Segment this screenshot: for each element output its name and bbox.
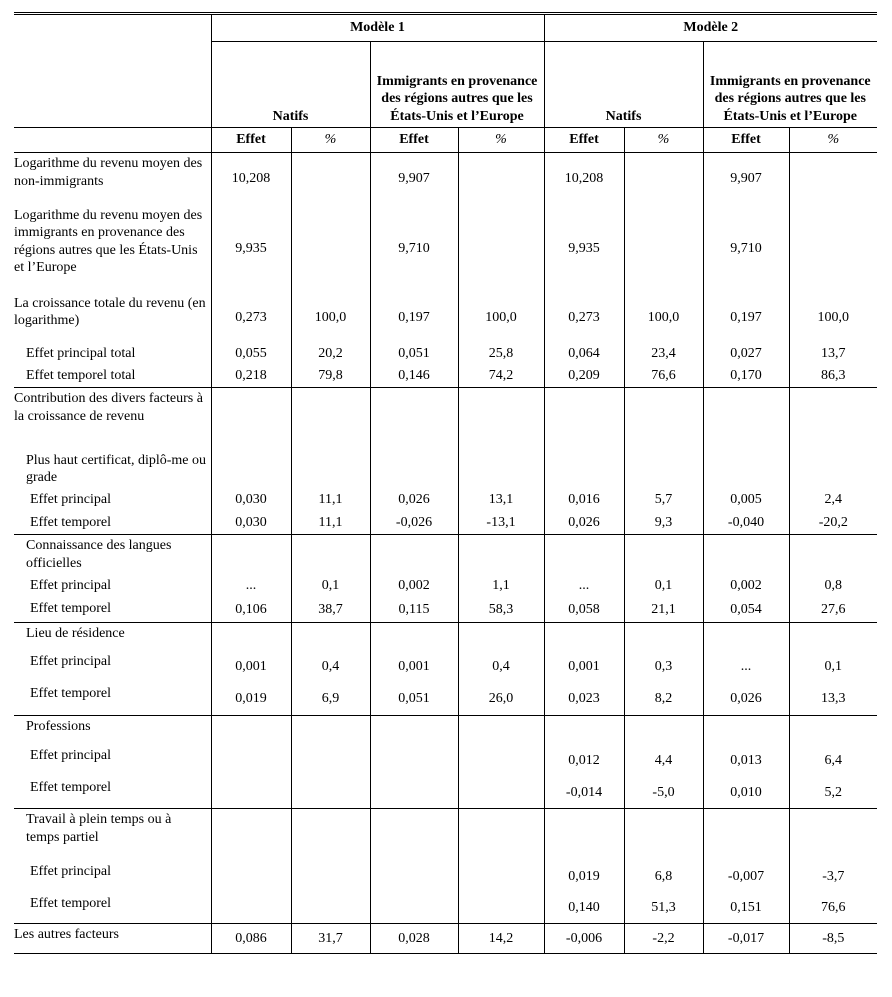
cell-pct bbox=[291, 623, 370, 651]
col-pct: % bbox=[458, 128, 544, 153]
cell-effet bbox=[211, 450, 291, 489]
cell-effet: 0,013 bbox=[703, 745, 789, 777]
cell-effet: 0,030 bbox=[211, 512, 291, 535]
m1-natifs-header: Natifs bbox=[211, 42, 370, 128]
cell-effet bbox=[544, 535, 624, 575]
cell-pct: 76,6 bbox=[624, 365, 703, 388]
cell-effet: 0,026 bbox=[544, 512, 624, 535]
row-label: Travail à plein temps ou à temps partiel bbox=[26, 812, 172, 845]
cell-effet: 0,058 bbox=[544, 598, 624, 623]
cell-pct bbox=[291, 388, 370, 450]
cell-pct: 0,4 bbox=[458, 651, 544, 683]
row-label: Effet principal bbox=[30, 863, 111, 879]
cell-effet: 0,051 bbox=[370, 683, 458, 716]
cell-pct bbox=[291, 450, 370, 489]
cell-pct bbox=[624, 716, 703, 745]
cell-pct bbox=[291, 535, 370, 575]
cell-effet: 0,218 bbox=[211, 365, 291, 388]
cell-pct bbox=[458, 205, 544, 293]
cell-effet bbox=[211, 893, 291, 924]
table-row bbox=[14, 512, 877, 535]
row-label: Effet temporel bbox=[30, 685, 111, 701]
cell-effet: 0,001 bbox=[544, 651, 624, 683]
table-row bbox=[14, 575, 877, 598]
cell-effet bbox=[703, 388, 789, 450]
table-row bbox=[14, 809, 877, 861]
cell-pct: 13,1 bbox=[458, 489, 544, 512]
cell-pct bbox=[458, 450, 544, 489]
cell-effet: -0,026 bbox=[370, 512, 458, 535]
cell-effet: 0,197 bbox=[703, 293, 789, 343]
cell-effet: 0,146 bbox=[370, 365, 458, 388]
row-label: Effet principal bbox=[30, 577, 111, 593]
row-label: Plus haut certificat, diplô-me ou grade bbox=[26, 452, 207, 485]
cell-effet bbox=[370, 745, 458, 777]
cell-pct bbox=[291, 777, 370, 809]
row-label: Effet temporel bbox=[30, 514, 111, 530]
cell-effet: 0,273 bbox=[544, 293, 624, 343]
cell-pct bbox=[458, 861, 544, 893]
cell-pct: 27,6 bbox=[789, 598, 877, 623]
cell-effet: 0,016 bbox=[544, 489, 624, 512]
col-effet: Effet bbox=[211, 128, 291, 153]
cell-effet bbox=[544, 623, 624, 651]
cell-pct bbox=[789, 809, 877, 861]
cell-pct: 79,8 bbox=[291, 365, 370, 388]
table-row bbox=[14, 535, 877, 575]
cell-pct: -13,1 bbox=[458, 512, 544, 535]
table-row bbox=[14, 450, 877, 489]
cell-effet: 0,054 bbox=[703, 598, 789, 623]
col-pct: % bbox=[291, 128, 370, 153]
cell-pct: 100,0 bbox=[624, 293, 703, 343]
cell-pct bbox=[291, 745, 370, 777]
cell-pct bbox=[789, 153, 877, 205]
cell-effet: 0,002 bbox=[370, 575, 458, 598]
cell-pct: 6,9 bbox=[291, 683, 370, 716]
cell-effet: 0,012 bbox=[544, 745, 624, 777]
cell-effet bbox=[370, 777, 458, 809]
cell-pct bbox=[624, 623, 703, 651]
cell-effet: 9,935 bbox=[544, 205, 624, 293]
cell-pct: 58,3 bbox=[458, 598, 544, 623]
table-row bbox=[14, 745, 877, 777]
cell-effet bbox=[211, 777, 291, 809]
cell-pct: 4,4 bbox=[624, 745, 703, 777]
cell-pct: 21,1 bbox=[624, 598, 703, 623]
cell-pct: 86,3 bbox=[789, 365, 877, 388]
cell-effet: ... bbox=[703, 651, 789, 683]
cell-pct bbox=[458, 809, 544, 861]
cell-effet: ... bbox=[211, 575, 291, 598]
cell-pct bbox=[291, 153, 370, 205]
table-row bbox=[14, 716, 877, 745]
row-label: Effet temporel bbox=[30, 895, 111, 911]
stub-header bbox=[14, 14, 211, 42]
cell-pct bbox=[624, 388, 703, 450]
row-label: Effet principal bbox=[30, 653, 111, 669]
cell-pct bbox=[624, 535, 703, 575]
cell-effet: 0,115 bbox=[370, 598, 458, 623]
cell-pct: 51,3 bbox=[624, 893, 703, 924]
row-label: Logarithme du revenu moyen des non-immigrants bbox=[14, 156, 203, 189]
cell-effet bbox=[211, 623, 291, 651]
cell-effet: 0,273 bbox=[211, 293, 291, 343]
cell-pct bbox=[458, 535, 544, 575]
cell-pct bbox=[458, 893, 544, 924]
cell-pct: 6,8 bbox=[624, 861, 703, 893]
cell-effet bbox=[703, 809, 789, 861]
row-label: Effet temporel bbox=[30, 779, 111, 795]
cell-pct: 13,3 bbox=[789, 683, 877, 716]
cell-pct: -2,2 bbox=[624, 924, 703, 954]
table-row bbox=[14, 777, 877, 809]
cell-effet bbox=[370, 535, 458, 575]
col-pct: % bbox=[624, 128, 703, 153]
cell-effet bbox=[370, 623, 458, 651]
cell-effet: 0,001 bbox=[370, 651, 458, 683]
cell-pct: 26,0 bbox=[458, 683, 544, 716]
row-label: Effet principal bbox=[30, 491, 111, 507]
cell-pct bbox=[291, 205, 370, 293]
cell-effet: ... bbox=[544, 575, 624, 598]
table-row bbox=[14, 205, 877, 293]
cell-pct bbox=[789, 205, 877, 293]
cell-effet bbox=[211, 745, 291, 777]
cell-effet bbox=[370, 861, 458, 893]
col-effet: Effet bbox=[370, 128, 458, 153]
cell-effet: 0,002 bbox=[703, 575, 789, 598]
table-row bbox=[14, 598, 877, 623]
row-label: Effet principal bbox=[30, 747, 111, 763]
cell-effet bbox=[211, 388, 291, 450]
cell-pct: -8,5 bbox=[789, 924, 877, 954]
cell-effet: 0,028 bbox=[370, 924, 458, 954]
cell-effet bbox=[211, 716, 291, 745]
table-row bbox=[14, 623, 877, 651]
model1-header: Modèle 1 bbox=[211, 14, 544, 42]
cell-pct: 20,2 bbox=[291, 343, 370, 365]
row-label: Les autres facteurs bbox=[14, 927, 119, 942]
table-row bbox=[14, 293, 877, 343]
cell-pct: 100,0 bbox=[291, 293, 370, 343]
cell-pct bbox=[458, 623, 544, 651]
cell-effet: 0,086 bbox=[211, 924, 291, 954]
m2-immigrants-header: Immigrants en provenance des régions autres que les États-Unis et l’Europe bbox=[703, 42, 877, 128]
cell-pct: 100,0 bbox=[458, 293, 544, 343]
cell-pct: 2,4 bbox=[789, 489, 877, 512]
row-label: Logarithme du revenu moyen des immigrants en provenance des régions autres que les États-Unis et l’Europe bbox=[14, 207, 203, 275]
cell-pct bbox=[789, 535, 877, 575]
decomposition-table bbox=[14, 12, 877, 954]
cell-pct: 38,7 bbox=[291, 598, 370, 623]
row-label: Connaissance des langues officielles bbox=[26, 538, 172, 571]
cell-effet bbox=[544, 388, 624, 450]
cell-effet: 10,208 bbox=[211, 153, 291, 205]
col-effet: Effet bbox=[703, 128, 789, 153]
cell-effet: 0,019 bbox=[544, 861, 624, 893]
cell-effet: -0,006 bbox=[544, 924, 624, 954]
cell-effet bbox=[544, 450, 624, 489]
cell-effet: 0,055 bbox=[211, 343, 291, 365]
cell-pct: 0,1 bbox=[789, 651, 877, 683]
model2-header: Modèle 2 bbox=[544, 14, 877, 42]
table-row bbox=[14, 153, 877, 205]
cell-pct bbox=[789, 623, 877, 651]
cell-effet bbox=[211, 861, 291, 893]
cell-effet bbox=[370, 893, 458, 924]
cell-effet bbox=[370, 809, 458, 861]
cell-pct bbox=[291, 809, 370, 861]
cell-effet: 0,106 bbox=[211, 598, 291, 623]
cell-pct: 31,7 bbox=[291, 924, 370, 954]
cell-pct: 23,4 bbox=[624, 343, 703, 365]
cell-effet bbox=[703, 716, 789, 745]
cell-effet: 9,907 bbox=[703, 153, 789, 205]
cell-pct: 5,2 bbox=[789, 777, 877, 809]
cell-pct: 0,3 bbox=[624, 651, 703, 683]
cell-pct: 9,3 bbox=[624, 512, 703, 535]
cell-effet: 10,208 bbox=[544, 153, 624, 205]
cell-pct bbox=[624, 809, 703, 861]
cell-effet: 0,023 bbox=[544, 683, 624, 716]
cell-effet: -0,014 bbox=[544, 777, 624, 809]
cell-effet: 0,064 bbox=[544, 343, 624, 365]
cell-pct: -5,0 bbox=[624, 777, 703, 809]
cell-effet: 0,001 bbox=[211, 651, 291, 683]
cell-pct: 0,1 bbox=[291, 575, 370, 598]
cell-effet: 0,051 bbox=[370, 343, 458, 365]
row-label: Contribution des divers facteurs à la croissance de revenu bbox=[14, 391, 203, 424]
cell-effet: -0,007 bbox=[703, 861, 789, 893]
cell-pct bbox=[624, 450, 703, 489]
cell-pct bbox=[458, 388, 544, 450]
cell-pct: 14,2 bbox=[458, 924, 544, 954]
cell-pct bbox=[624, 205, 703, 293]
cell-pct bbox=[789, 450, 877, 489]
cell-effet: 0,209 bbox=[544, 365, 624, 388]
cell-pct: 74,2 bbox=[458, 365, 544, 388]
cell-effet bbox=[211, 809, 291, 861]
cell-effet: 0,010 bbox=[703, 777, 789, 809]
cell-effet: 0,151 bbox=[703, 893, 789, 924]
cell-pct: 13,7 bbox=[789, 343, 877, 365]
cell-effet bbox=[703, 450, 789, 489]
cell-effet: 0,197 bbox=[370, 293, 458, 343]
cell-pct: 0,4 bbox=[291, 651, 370, 683]
cell-pct bbox=[291, 893, 370, 924]
cell-pct bbox=[291, 716, 370, 745]
cell-pct bbox=[458, 153, 544, 205]
cell-effet: 9,935 bbox=[211, 205, 291, 293]
cell-pct bbox=[458, 716, 544, 745]
row-label: Effet temporel bbox=[30, 600, 111, 616]
cell-effet: 0,005 bbox=[703, 489, 789, 512]
table-row bbox=[14, 893, 877, 924]
cell-effet bbox=[544, 809, 624, 861]
row-label: Lieu de résidence bbox=[26, 626, 125, 641]
cell-pct bbox=[624, 153, 703, 205]
cell-effet: -0,040 bbox=[703, 512, 789, 535]
cell-effet: 0,026 bbox=[703, 683, 789, 716]
cell-effet bbox=[703, 535, 789, 575]
cell-effet bbox=[211, 535, 291, 575]
cell-pct: 25,8 bbox=[458, 343, 544, 365]
table-row bbox=[14, 651, 877, 683]
cell-pct: 5,7 bbox=[624, 489, 703, 512]
m2-natifs-header: Natifs bbox=[544, 42, 703, 128]
table-row bbox=[14, 683, 877, 716]
cell-effet: 9,710 bbox=[370, 205, 458, 293]
cell-pct: -20,2 bbox=[789, 512, 877, 535]
cell-pct: 0,1 bbox=[624, 575, 703, 598]
cell-pct bbox=[458, 745, 544, 777]
cell-effet: 9,710 bbox=[703, 205, 789, 293]
cell-pct: 100,0 bbox=[789, 293, 877, 343]
cell-pct: 76,6 bbox=[789, 893, 877, 924]
cell-effet: 0,019 bbox=[211, 683, 291, 716]
cell-pct: 0,8 bbox=[789, 575, 877, 598]
cell-effet bbox=[544, 716, 624, 745]
row-label: Effet principal total bbox=[26, 345, 136, 361]
cell-pct: -3,7 bbox=[789, 861, 877, 893]
table-row bbox=[14, 489, 877, 512]
cell-effet bbox=[703, 623, 789, 651]
m1-immigrants-header: Immigrants en provenance des régions autres que les États-Unis et l’Europe bbox=[370, 42, 544, 128]
cell-effet: 0,027 bbox=[703, 343, 789, 365]
table-row bbox=[14, 861, 877, 893]
cell-pct: 11,1 bbox=[291, 489, 370, 512]
row-label: La croissance totale du revenu (en logarithme) bbox=[14, 295, 206, 328]
cell-pct: 1,1 bbox=[458, 575, 544, 598]
cell-pct: 6,4 bbox=[789, 745, 877, 777]
table-row bbox=[14, 388, 877, 450]
table-row bbox=[14, 924, 877, 954]
cell-pct bbox=[789, 388, 877, 450]
cell-pct bbox=[789, 716, 877, 745]
col-effet: Effet bbox=[544, 128, 624, 153]
cell-pct: 8,2 bbox=[624, 683, 703, 716]
cell-effet: 0,030 bbox=[211, 489, 291, 512]
table-row bbox=[14, 365, 877, 388]
cell-effet: 0,026 bbox=[370, 489, 458, 512]
cell-effet: 0,140 bbox=[544, 893, 624, 924]
table-row bbox=[14, 343, 877, 365]
cell-pct bbox=[291, 861, 370, 893]
cell-effet bbox=[370, 450, 458, 489]
cell-effet bbox=[370, 388, 458, 450]
cell-effet: 9,907 bbox=[370, 153, 458, 205]
col-pct: % bbox=[789, 128, 877, 153]
row-label: Professions bbox=[26, 719, 91, 734]
cell-effet bbox=[370, 716, 458, 745]
cell-pct: 11,1 bbox=[291, 512, 370, 535]
cell-effet: 0,170 bbox=[703, 365, 789, 388]
cell-pct bbox=[458, 777, 544, 809]
row-label: Effet temporel total bbox=[26, 367, 136, 383]
cell-effet: -0,017 bbox=[703, 924, 789, 954]
